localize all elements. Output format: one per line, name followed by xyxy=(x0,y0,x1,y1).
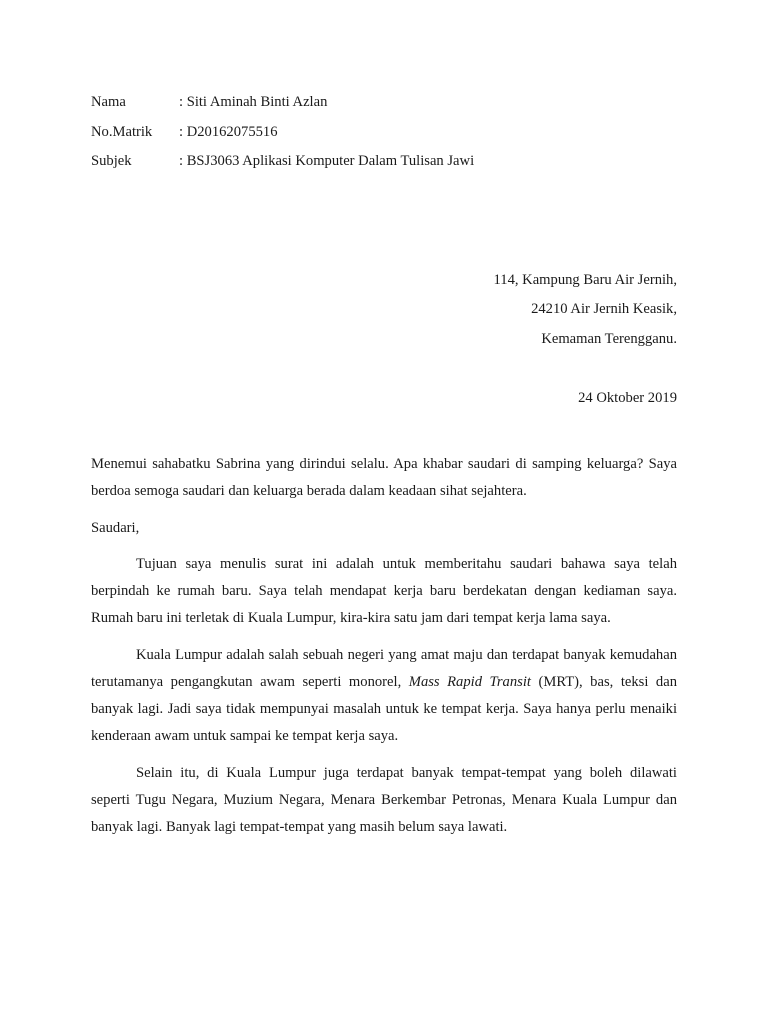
text-segment: (MRT), bas, teksi dan xyxy=(538,674,678,690)
paragraph-line: Selain itu, di Kuala Lumpur juga terdapat banyak tempat-tempat yang boleh dilawati xyxy=(136,765,677,781)
salutation: Saudari, xyxy=(91,520,140,536)
header-subjek-row xyxy=(91,151,474,171)
paragraph-line: kenderaan awam untuk sampai ke tempat kerja saya. xyxy=(91,728,399,744)
matrik-label: No.Matrik xyxy=(91,124,153,140)
greeting-line: Menemui sahabatku Sabrina yang dirindui selalu. Apa khabar saudari di samping keluarga? Saya xyxy=(91,456,677,472)
italic-term: Mass Rapid Transit xyxy=(408,674,531,690)
paragraph-3 xyxy=(91,760,677,841)
nama-value: : Siti Aminah Binti Azlan xyxy=(179,94,328,110)
paragraph-line: seperti Tugu Negara, Muzium Negara, Menara Berkembar Petronas, Menara Kuala Lumpur dan xyxy=(91,792,677,808)
address-line-3: Kemaman Terengganu. xyxy=(541,331,677,347)
matrik-value: : D20162075516 xyxy=(179,124,278,140)
header-matrik-row xyxy=(91,122,278,142)
greeting-paragraph xyxy=(91,451,677,505)
paragraph-2 xyxy=(91,642,677,750)
text-segment: terutamanya pengangkutan awam seperti monorel, xyxy=(91,674,402,690)
subjek-value: : BSJ3063 Aplikasi Komputer Dalam Tulisan Jawi xyxy=(179,153,475,169)
paragraph-line: Kuala Lumpur adalah salah sebuah negeri yang amat maju dan terdapat banyak kemudahan xyxy=(136,647,677,663)
paragraph-line: banyak lagi. Banyak lagi tempat-tempat yang masih belum saya lawati. xyxy=(91,819,508,835)
nama-label: Nama xyxy=(91,94,126,110)
paragraph-line: berpindah ke rumah baru. Saya telah mendapat kerja baru berdekatan dengan kediaman saya. xyxy=(91,583,677,599)
paragraph-line: Tujuan saya menulis surat ini adalah untuk memberitahu saudari bahawa saya telah xyxy=(136,556,677,572)
address-line-2: 24210 Air Jernih Keasik, xyxy=(531,301,677,317)
address-line-1: 114, Kampung Baru Air Jernih, xyxy=(493,272,677,288)
greeting-line: berdoa semoga saudari dan keluarga berada dalam keadaan sihat sejahtera. xyxy=(91,483,527,499)
paragraph-line: Rumah baru ini terletak di Kuala Lumpur, kira-kira satu jam dari tempat kerja lama saya. xyxy=(91,610,611,626)
paragraph-1 xyxy=(91,551,677,632)
paragraph-line-mixed xyxy=(91,669,677,696)
header-nama-row xyxy=(91,92,327,112)
paragraph-line: banyak lagi. Jadi saya tidak mempunyai masalah untuk ke tempat kerja. Saya hanya perlu menaiki xyxy=(91,701,677,717)
subjek-label: Subjek xyxy=(91,153,132,169)
letter-date: 24 Oktober 2019 xyxy=(578,390,677,406)
